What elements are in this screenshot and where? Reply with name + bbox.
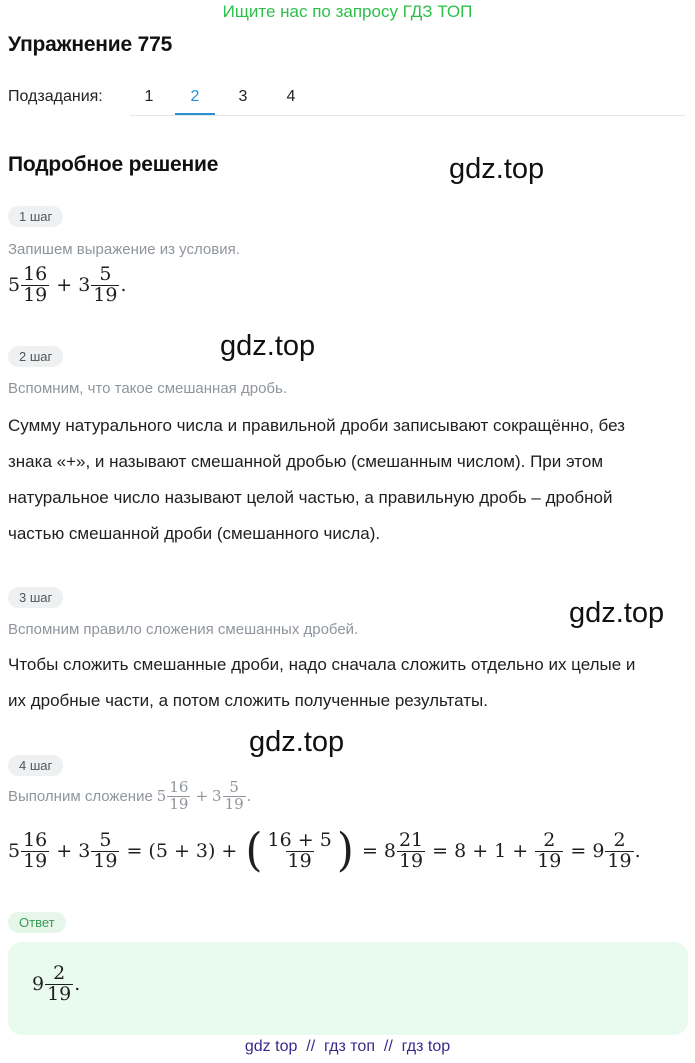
numerator: 16 [23,263,48,285]
answer-value [32,964,80,1005]
whole-part: 8 [383,840,396,862]
numerator: 16 + 5 [267,828,332,851]
answer-box [8,942,688,1035]
equals-sign: = [126,840,143,862]
step-explanation [8,408,692,552]
step-hint: Вспомним правило сложения смешанных дробей. [8,621,359,638]
plus-sign: + [56,840,73,862]
tabs-divider [130,115,685,116]
whole-part: 5 [156,787,167,806]
numerator: 21 [398,828,424,851]
watermark: gdz.top [220,330,316,362]
equals-sign: = [570,840,587,862]
whole-part: 5 [8,274,21,297]
numerator: 2 [543,828,556,851]
denominator: 19 [398,849,424,872]
watermark: gdz.top [249,726,345,758]
denominator: 19 [537,849,562,872]
step-badge: 1 шаг [8,206,63,227]
page-title: Упражнение 775 [8,33,173,56]
tab-subtask-4[interactable]: 4 [286,88,296,105]
step-badge: 2 шаг [8,346,63,367]
denominator: 19 [93,283,118,306]
equals-sign: = [432,840,449,862]
left-paren: ( [245,823,263,878]
step-expression [8,265,127,306]
step-hint: Запишем выражение из условия. [8,241,240,258]
whole-parts-sum: (5 + 3) [148,840,216,862]
denominator: 19 [169,794,189,813]
active-tab-indicator [175,113,215,115]
period: . [120,274,127,297]
text-line: Сумму натурального числа и правильной дроби записывают сокращённо, без [8,416,625,435]
denominator: 19 [47,982,72,1005]
sum-expression: 8 + 1 + [454,840,529,862]
whole-part: 5 [8,840,21,862]
text-line: знака «+», и называют смешанной дробью (смешанным числом). При этом [8,452,603,471]
whole-part: 9 [592,840,605,862]
watermark: gdz.top [569,597,665,629]
step-badge: 4 шаг [8,755,63,776]
numerator: 5 [229,778,239,796]
footer-links[interactable]: gdz top // гдз топ // гдз top [244,1038,451,1055]
whole-part: 3 [78,840,91,862]
plus-sign: + [221,840,238,862]
plus-sign: + [195,787,209,806]
text-line: Чтобы сложить смешанные дроби, надо сначала сложить отдельно их целые и [8,655,636,674]
hint-expression [157,780,252,813]
denominator: 19 [287,849,312,872]
numerator: 5 [99,263,112,285]
step-hint: Вспомним, что такое смешанная дробь. [8,380,287,397]
period: . [634,840,641,862]
denominator: 19 [23,283,48,306]
tab-subtask-1[interactable]: 1 [144,88,154,105]
period: . [246,787,252,806]
tab-subtask-2[interactable]: 2 [190,88,200,105]
right-paren: ) [336,823,354,878]
text-line: натуральное число называют целой частью, а правильную дробь – дробной [8,488,613,507]
step-explanation [8,647,692,719]
equals-sign: = [361,840,378,862]
denominator: 19 [607,849,632,872]
text-line: их дробные части, а потом сложить полученные результаты. [8,691,488,710]
calculation [8,823,641,878]
hint-text: Выполним сложение [8,787,153,805]
period: . [74,973,81,996]
denominator: 19 [23,849,48,872]
step-badge: 3 шаг [8,587,63,608]
step-hint [8,780,251,813]
whole-part: 3 [78,274,91,297]
denominator: 19 [93,849,118,872]
numerator: 16 [23,828,48,851]
denominator: 19 [224,794,244,813]
whole-part: 3 [212,787,222,806]
whole-part: 9 [32,973,45,996]
watermark: gdz.top [449,153,545,185]
numerator: 16 [169,778,189,796]
plus-sign: + [56,274,73,297]
solution-heading: Подробное решение [8,153,219,176]
subtasks-label: Подзадания: [8,88,103,105]
answer-badge: Ответ [8,912,66,933]
promo-banner[interactable]: Ищите нас по запросу ГДЗ ТОП [222,2,473,21]
numerator: 2 [53,962,66,984]
text-line: частью смешанной дроби (смешанного числа). [8,524,381,543]
numerator: 5 [99,828,112,851]
tab-subtask-3[interactable]: 3 [238,88,248,105]
numerator: 2 [613,828,626,851]
